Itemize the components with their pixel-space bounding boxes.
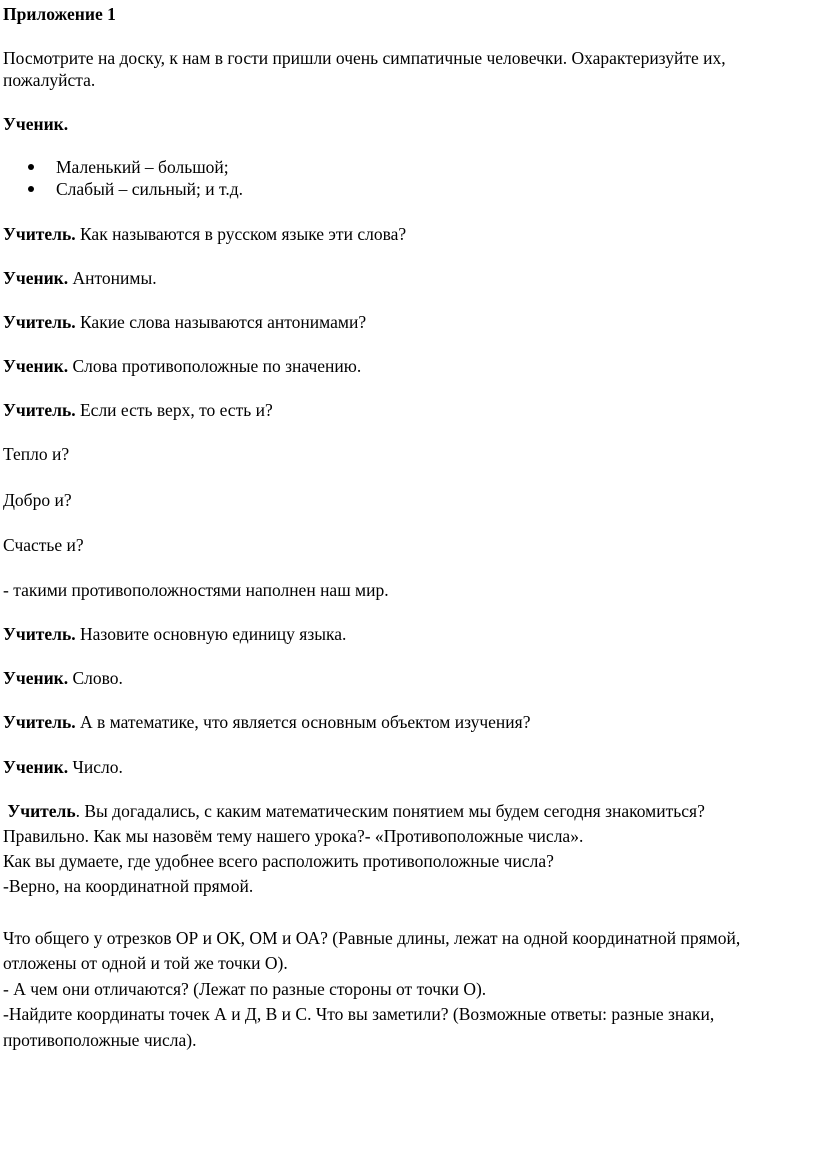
intro-line-1: Посмотрите на доску, к нам в гости пришли очень симпатичные человечки. Охарактеризуйте их, <box>3 48 726 68</box>
question-line: Счастье и? <box>3 535 84 555</box>
speaker-label: Ученик. <box>3 268 69 288</box>
bullet-icon <box>28 186 34 192</box>
bullet-text: Слабый – сильный; и т.д. <box>56 179 243 199</box>
statement-line: - такими противоположностями наполнен наш мир. <box>3 580 389 600</box>
dialogue-line <box>3 757 123 777</box>
speaker-label: Ученик. <box>3 356 69 376</box>
intro-line-2: пожалуйста. <box>3 70 96 90</box>
bullet-item <box>28 157 229 177</box>
dialogue-text: Число. <box>68 757 123 777</box>
speaker-label: Учитель. <box>3 624 76 644</box>
dialogue-line <box>3 268 157 288</box>
speaker-label: Учитель. <box>3 224 76 244</box>
question-line: Добро и? <box>3 490 72 510</box>
dialogue-text: Назовите основную единицу языка. <box>75 624 347 644</box>
closing-line: - А чем они отличаются? (Лежат по разные стороны от точки О). <box>3 979 487 999</box>
student-heading: Ученик. <box>3 114 69 134</box>
dialogue-text: Слова противоположные по значению. <box>68 356 362 376</box>
dialogue-text: А в математике, что является основным объектом изучения? <box>75 712 531 732</box>
final-line-4: -Верно, на координатной прямой. <box>3 876 254 896</box>
bullet-icon <box>28 164 34 170</box>
speaker-label: Ученик. <box>3 668 69 688</box>
speaker-label: Учитель <box>7 801 76 821</box>
dialogue-text: Как называются в русском языке эти слова? <box>75 224 407 244</box>
dialogue-line <box>3 312 366 332</box>
bullet-item <box>28 179 243 199</box>
closing-line: отложены от одной и той же точки О). <box>3 953 288 973</box>
document-title: Приложение 1 <box>3 4 116 24</box>
closing-line: противоположные числа). <box>3 1030 197 1050</box>
dialogue-text: Какие слова называются антонимами? <box>75 312 367 332</box>
final-line-1 <box>3 801 705 821</box>
speaker-label: Ученик. <box>3 757 69 777</box>
dialogue-line <box>3 668 123 688</box>
speaker-label: Учитель. <box>3 312 76 332</box>
dialogue-text: Слово. <box>68 668 123 688</box>
dialogue-line <box>3 624 346 644</box>
dialogue-text: Антонимы. <box>68 268 157 288</box>
dialogue-line <box>3 400 273 420</box>
question-line: Тепло и? <box>3 444 70 464</box>
dialogue-line <box>3 224 406 244</box>
bullet-text: Маленький – большой; <box>56 157 229 177</box>
dialogue-line <box>3 356 361 376</box>
closing-line: -Найдите координаты точек А и Д, В и С. Что вы заметили? (Возможные ответы: разные знаки, <box>3 1004 715 1024</box>
speaker-label: Учитель. <box>3 400 76 420</box>
final-line-3: Как вы думаете, где удобнее всего расположить противоположные числа? <box>3 851 554 871</box>
dialogue-text: . Вы догадались, с каким математическим понятием мы будем сегодня знакомиться? <box>75 801 705 821</box>
closing-line: Что общего у отрезков ОР и ОК, ОМ и ОА? (Равные длины, лежат на одной координатной прямой, <box>3 928 741 948</box>
speaker-label: Учитель. <box>3 712 76 732</box>
final-line-2: Правильно. Как мы назовём тему нашего урока?- «Противоположные числа». <box>3 826 584 846</box>
dialogue-line <box>3 712 530 732</box>
dialogue-text: Если есть верх, то есть и? <box>75 400 273 420</box>
